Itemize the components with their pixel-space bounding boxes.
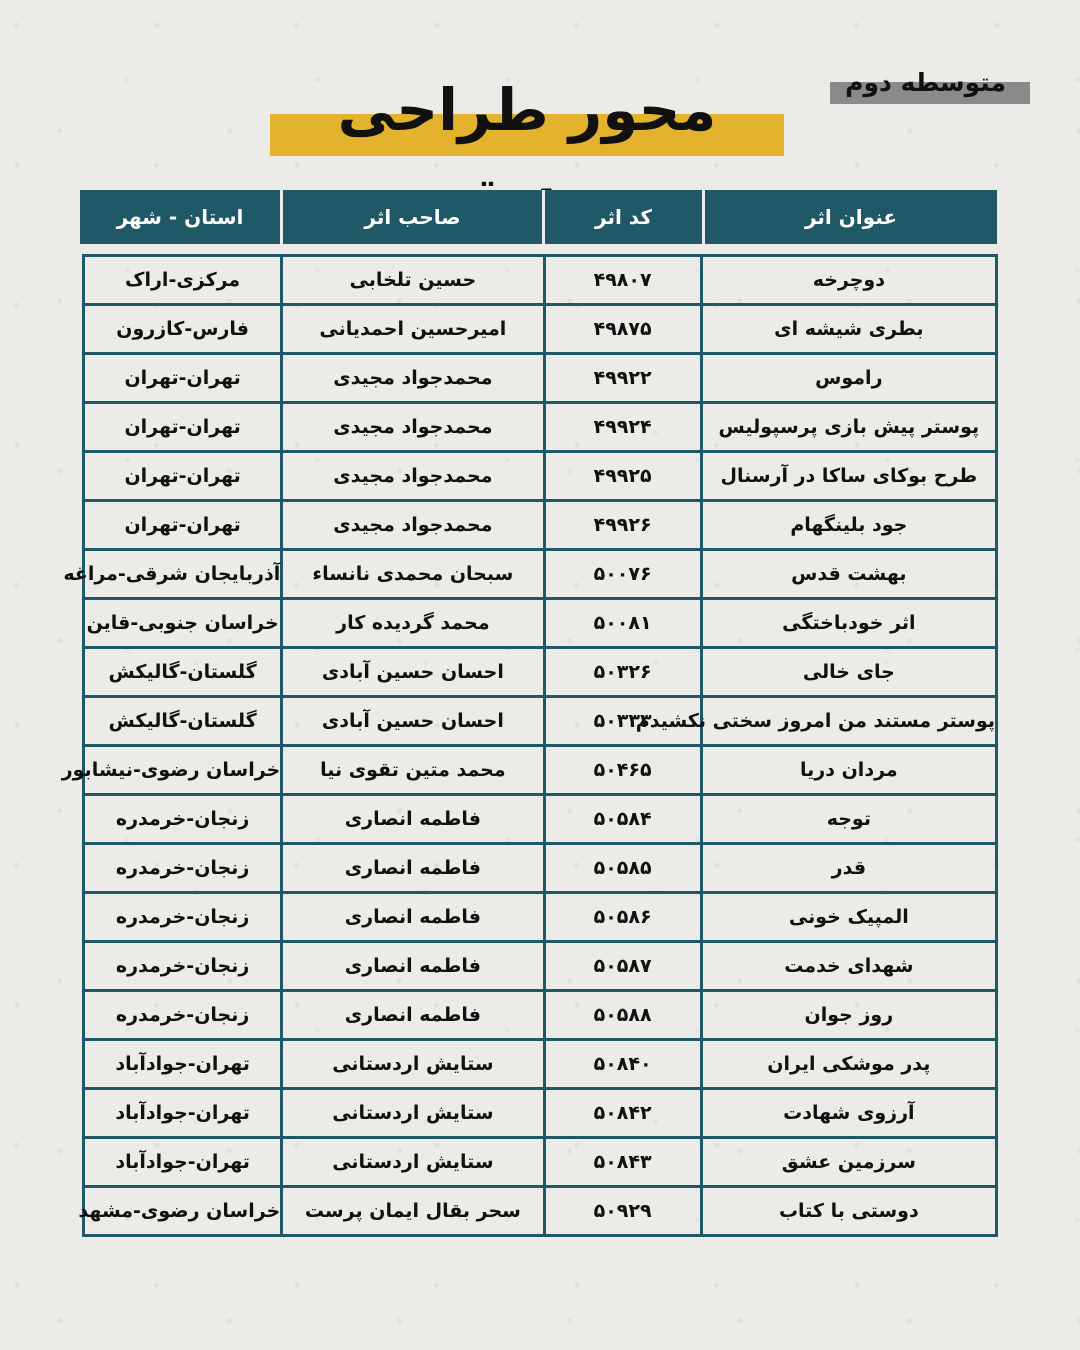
cell-city: زنجان-خرمدره <box>84 942 282 991</box>
table-row <box>84 1187 997 1236</box>
cell-city: فارس-کازرون <box>84 305 282 354</box>
table-row <box>84 501 997 550</box>
cell-city: گلستان-گالیکش <box>84 648 282 697</box>
cell-title: المپیک خونی <box>701 893 996 942</box>
cell-code: ۵۰۳۳۳ <box>544 697 701 746</box>
cell-code: ۴۹۹۲۲ <box>544 354 701 403</box>
cell-city: آذربایجان شرقی-مراغه <box>84 550 282 599</box>
results-table <box>61 254 998 1237</box>
cell-owner: محمدجواد مجیدی <box>282 354 544 403</box>
cell-owner: احسان حسین آبادی <box>282 648 544 697</box>
cell-title: سرزمین عشق <box>701 1138 996 1187</box>
cell-code: ۵۰۸۴۰ <box>544 1040 701 1089</box>
cell-owner: فاطمه انصاری <box>282 844 544 893</box>
cell-city: مرکزی-اراک <box>84 256 282 305</box>
cell-city: خراسان جنوبی-قاین <box>84 599 282 648</box>
cell-title: دوچرخه <box>701 256 996 305</box>
table-row <box>84 305 997 354</box>
table-row <box>84 1040 997 1089</box>
table-row <box>84 991 997 1040</box>
cell-owner: محمدجواد مجیدی <box>282 452 544 501</box>
cell-code: ۵۰۹۲۹ <box>544 1187 701 1236</box>
cell-owner: ستایش اردستانی <box>282 1138 544 1187</box>
cell-code: ۵۰۵۸۶ <box>544 893 701 942</box>
table-row <box>84 550 997 599</box>
table-row <box>84 746 997 795</box>
cell-owner: فاطمه انصاری <box>282 795 544 844</box>
page-title: محور طراحی <box>337 76 717 144</box>
cell-owner: سحر بقال ایمان پرست <box>282 1187 544 1236</box>
cell-city: تهران-تهران <box>84 403 282 452</box>
table-row <box>84 942 997 991</box>
cell-code: ۵۰۵۸۸ <box>544 991 701 1040</box>
cell-code: ۵۰۵۸۴ <box>544 795 701 844</box>
cell-owner: فاطمه انصاری <box>282 991 544 1040</box>
header-title: عنوان اثر <box>702 190 997 244</box>
cell-city: تهران-جوادآباد <box>84 1089 282 1138</box>
table-row <box>84 452 997 501</box>
grade-label: متوسطه دوم <box>845 68 1006 97</box>
cell-title: شهدای خدمت <box>701 942 996 991</box>
table-row <box>84 844 997 893</box>
cell-code: ۴۹۸۷۵ <box>544 305 701 354</box>
cell-code: ۵۰۵۸۷ <box>544 942 701 991</box>
table-row <box>84 1138 997 1187</box>
table-row <box>84 697 997 746</box>
cell-owner: فاطمه انصاری <box>282 942 544 991</box>
cell-code: ۴۹۹۲۶ <box>544 501 701 550</box>
cell-title: قدر <box>701 844 996 893</box>
cell-city: خراسان رضوی-نیشابور <box>84 746 282 795</box>
cell-title: دوستی با کتاب <box>701 1187 996 1236</box>
cell-owner: محمد متین تقوی نیا <box>282 746 544 795</box>
cell-city: خراسان رضوی-مشهد <box>84 1187 282 1236</box>
table-row <box>84 893 997 942</box>
cell-title: راموس <box>701 354 996 403</box>
cell-title: جای خالی <box>701 648 996 697</box>
cell-city: زنجان-خرمدره <box>84 844 282 893</box>
cell-code: ۵۰۳۲۶ <box>544 648 701 697</box>
cell-owner: احسان حسین آبادی <box>282 697 544 746</box>
cell-title: پدر موشکی ایران <box>701 1040 996 1089</box>
cell-title: پوستر مستند من امروز سختی نکشیدم <box>701 697 996 746</box>
cell-owner: فاطمه انصاری <box>282 893 544 942</box>
table-body <box>61 256 997 1236</box>
cell-code: ۵۰۰۸۱ <box>544 599 701 648</box>
cell-city: تهران-جوادآباد <box>84 1040 282 1089</box>
cell-city: گلستان-گالیکش <box>84 697 282 746</box>
cell-code: ۴۹۹۲۴ <box>544 403 701 452</box>
cell-code: ۵۰۸۴۲ <box>544 1089 701 1138</box>
cell-code: ۵۰۵۸۵ <box>544 844 701 893</box>
cell-title: بطری شیشه ای <box>701 305 996 354</box>
table-row <box>84 795 997 844</box>
header-owner: صاحب اثر <box>280 190 542 244</box>
cell-code: ۵۰۴۶۵ <box>544 746 701 795</box>
cell-owner: ستایش اردستانی <box>282 1040 544 1089</box>
table-row <box>84 1089 997 1138</box>
header-code: کد اثر <box>542 190 702 244</box>
cell-code: ۴۹۸۰۷ <box>544 256 701 305</box>
cell-title: روز جوان <box>701 991 996 1040</box>
cell-title: توجه <box>701 795 996 844</box>
cell-title: اثر خودباختگی <box>701 599 996 648</box>
cell-owner: ستایش اردستانی <box>282 1089 544 1138</box>
cell-code: ۴۹۹۲۵ <box>544 452 701 501</box>
cell-title: پوستر پیش بازی پرسپولیس <box>701 403 996 452</box>
cell-city: تهران-تهران <box>84 452 282 501</box>
table-row <box>84 599 997 648</box>
cell-title: طرح بوکای ساکا در آرسنال <box>701 452 996 501</box>
cell-title: بهشت قدس <box>701 550 996 599</box>
cell-owner: سبحان محمدی نانساء <box>282 550 544 599</box>
header-city: استان - شهر <box>80 190 280 244</box>
cell-owner: محمدجواد مجیدی <box>282 403 544 452</box>
cell-code: ۵۰۰۷۶ <box>544 550 701 599</box>
cell-city: زنجان-خرمدره <box>84 893 282 942</box>
cell-city: زنجان-خرمدره <box>84 991 282 1040</box>
cell-city: تهران-تهران <box>84 501 282 550</box>
cell-title: مردان دریا <box>701 746 996 795</box>
cell-title: آرزوی شهادت <box>701 1089 996 1138</box>
cell-owner: محمدجواد مجیدی <box>282 501 544 550</box>
cell-owner: امیرحسین احمدیانی <box>282 305 544 354</box>
cell-code: ۵۰۸۴۳ <box>544 1138 701 1187</box>
table-header <box>80 190 997 244</box>
table-row <box>84 256 997 305</box>
table-row <box>84 403 997 452</box>
cell-owner: محمد گردیده کار <box>282 599 544 648</box>
cell-title: جود بلینگهام <box>701 501 996 550</box>
cell-city: زنجان-خرمدره <box>84 795 282 844</box>
cell-city: تهران-تهران <box>84 354 282 403</box>
table-row <box>84 354 997 403</box>
cell-city: تهران-جوادآباد <box>84 1138 282 1187</box>
cell-owner: حسین تلخابی <box>282 256 544 305</box>
table-row <box>84 648 997 697</box>
